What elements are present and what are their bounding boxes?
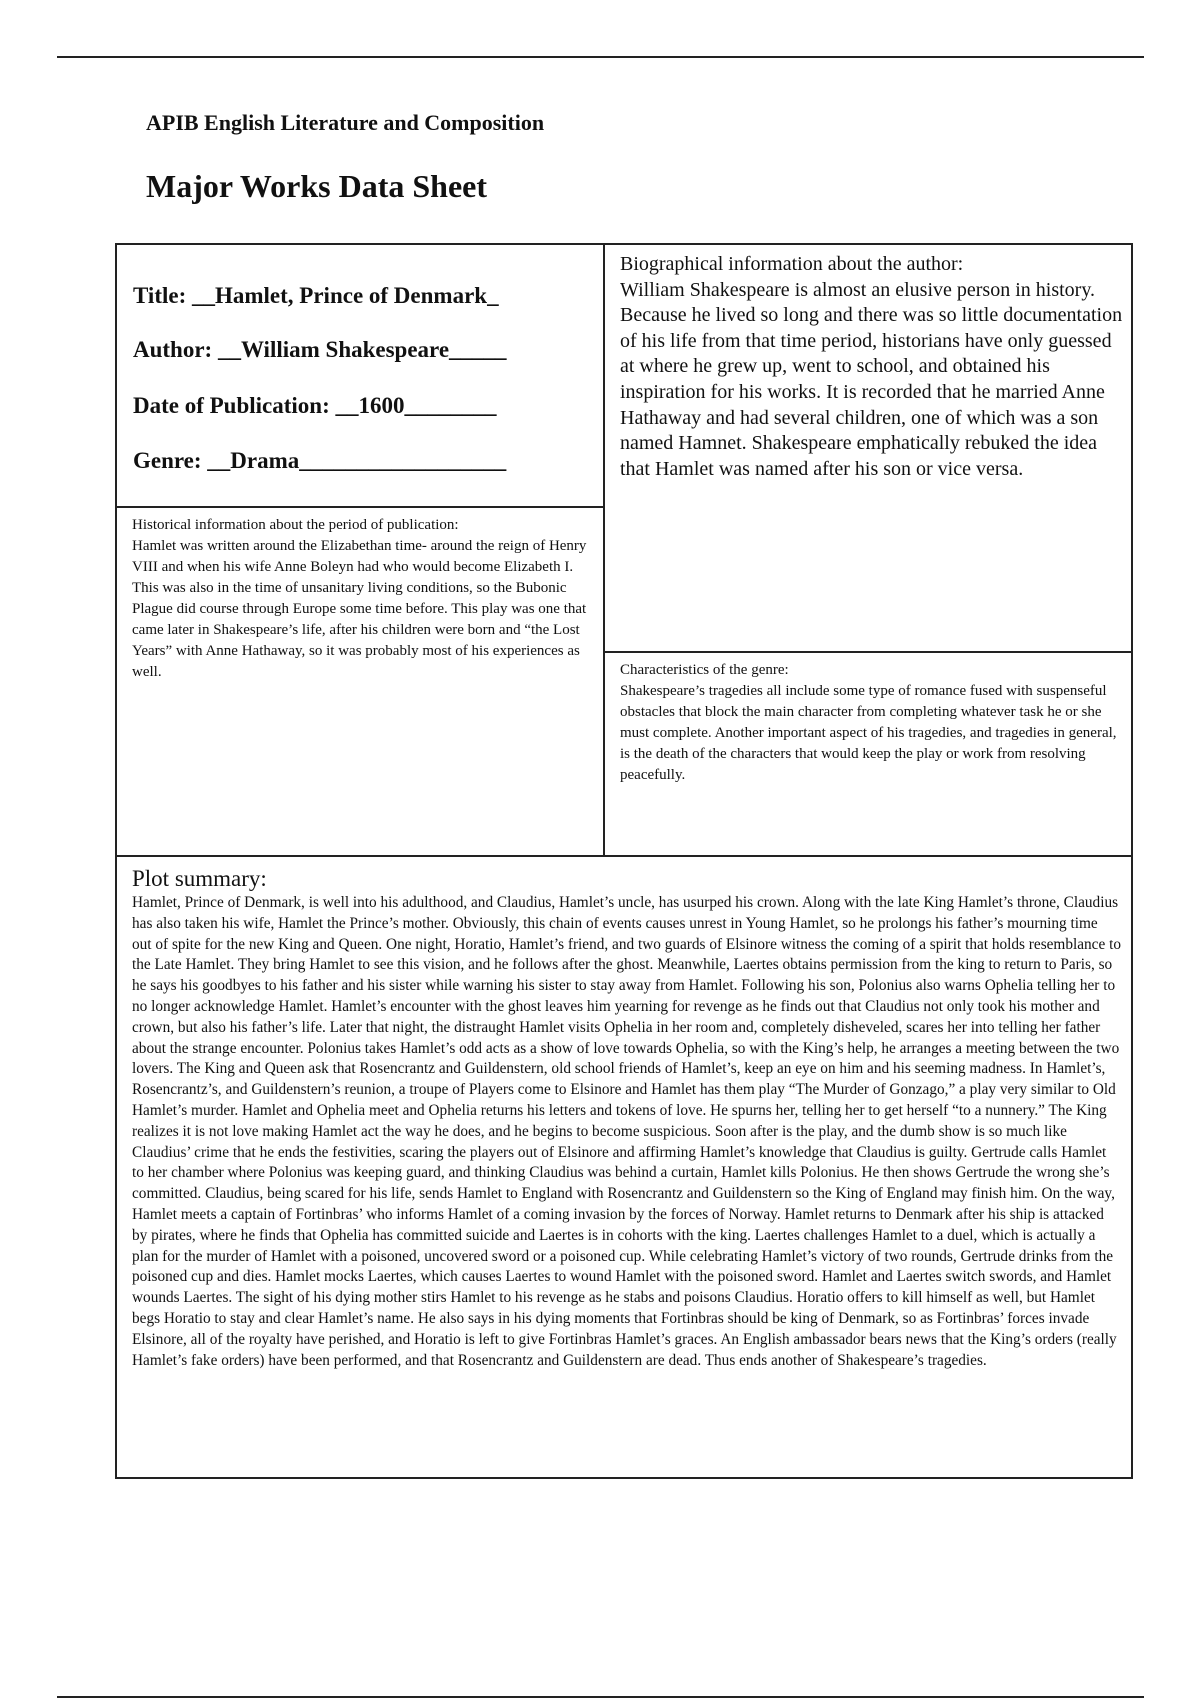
historical-text: Hamlet was written around the Elizabethan time- around the reign of Henry VIII and when his wife Anne Boleyn had who would become Elizabeth I. This was also in the time of unsanitary living conditions, so the Bubonic Plague did course through Europe some time before. This play was one that came later in Shakespeare’s life, after his children were born and “the Lost Years” with Anne Hathaway, so it was probably most of his experiences as well. [132,538,587,680]
author-field: Author: __William Shakespeare_____ [133,337,507,362]
biography-heading: Biographical information about the author: [620,253,964,275]
title-field: Title: __Hamlet, Prince of Denmark_ [133,283,499,308]
biography-cell [605,245,1133,651]
data-sheet-table [115,243,1133,1479]
page-title: Major Works Data Sheet [146,168,488,204]
top-rule [57,56,1144,58]
historical-cell [117,508,603,855]
genre-field: Genre: __Drama__________________ [133,448,507,473]
plot-summary-cell [117,857,1133,1479]
basic-info-cell [117,245,603,506]
date-field: Date of Publication: __1600________ [133,393,497,418]
historical-heading: Historical information about the period of publication: [132,517,459,533]
genre-characteristics-text: Shakespeare’s tragedies all include some type of romance fused with suspenseful obstacles that block the main character from completing whatever task he or she must complete. Another important aspect of his tragedies, and tragedies in general, is the death of the characters that would keep the play or work from resolving peacefully. [620,683,1117,783]
plot-summary-text: Hamlet, Prince of Denmark, is well into his adulthood, and Claudius, Hamlet’s uncle, has usurped his crown. Along with the late King Hamlet’s throne, Claudius has also taken his wife, Hamlet the Prince’s mother. Obviously, this chain of events causes unrest in Young Hamlet, so he prolongs his father’s mourning time out of spite for the new King and Queen. One night, Horatio, Hamlet’s friend, and two guards of Elsinore witness the coming of a spirit that holds resemblance to the Late Hamlet. They bring Hamlet to see this vision, and he follows after the ghost. Meanwhile, Laertes obtains permission from the king to return to Paris, so he says his goodbyes to his father and his sister while warning his sister to stay away from Hamlet. Following his son, Polonius also warns Ophelia telling her to no longer acknowledge Hamlet. Hamlet’s encounter with the ghost leaves him yearning for revenge as he finds out that Claudius not only took his mother and crown, but also his father’s life. Later that night, the distraught Hamlet visits Ophelia in her room and, completely disheveled, scares her into telling her father about the strange encounter. Polonius takes Hamlet’s odd acts as a show of love towards Ophelia, so with the King’s help, he arranges a meeting between the two lovers. The King and Queen ask that Rosencrantz and Guildenstern, old school friends of Hamlet’s, keep an eye on him and his seeming madness. In Hamlet’s, Rosencrantz’s, and Guildenstern’s reunion, a troupe of Players come to Elsinore and Hamlet has them play “The Murder of Gonzago,” a play very similar to Old Hamlet’s murder. Hamlet and Ophelia meet and Ophelia returns his letters and tokens of love. He spurns her, telling her to get herself “to a nunnery.” The King realizes it is not love making Hamlet act the way he does, and he begins to become suspicious. Soon after is the play, and the dumb show is so much like Claudius’ crime that he ends the festivities, scaring the players out of Elsinore and affirming Hamlet’s knowledge that Claudius is guilty. Gertrude calls Hamlet to her chamber where Polonius was keeping guard, and thinking Claudius was behind a curtain, Hamlet kills Polonius. He then shows Gertrude the wrong she’s committed. Claudius, being scared for his life, sends Hamlet to England with Rosencrantz and Guildenstern so the King of England may finish him. On the way, Hamlet meets a captain of Fortinbras’ who informs Hamlet of a coming invasion by the forces of Norway. Hamlet returns to Denmark after his ship is attacked by pirates, where he finds that Ophelia has committed suicide and Laertes is in cohorts with the king. Laertes challenges Hamlet to a duel, which is actually a plan for the murder of Hamlet with a poisoned, uncovered sword or a poisoned cup. While celebrating Hamlet’s victory of two rounds, Gertrude drinks from the poisoned cup and dies. Hamlet mocks Laertes, which causes Laertes to wound Hamlet with the poisoned sword. Hamlet and Laertes switch swords, and Hamlet wounds Laertes. The sight of his dying mother stirs Hamlet to his revenge as he stabs and poisons Claudius. Horatio offers to kill himself as well, but Hamlet begs Horatio to stay and clear Hamlet’s name. He also says in his dying moments that Fortinbras should be king of Denmark, so as Fortinbras’ forces invade Elsinore, all of the royalty have perished, and Horatio is left to give Fortinbras Hamlet’s graces. An English ambassador bears news that the King’s orders (really Hamlet’s fake orders) have been performed, and that Rosencrantz and Guildenstern are dead. Thus ends another of Shakespeare’s tragedies. [132,894,1121,1369]
genre-characteristics-cell [605,653,1133,855]
genre-characteristics-heading: Characteristics of the genre: [620,662,789,678]
course-name: APIB English Literature and Composition [146,110,545,135]
plot-summary-heading: Plot summary: [132,866,267,891]
bottom-rule [57,1696,1144,1698]
biography-text: William Shakespeare is almost an elusive person in history. Because he lived so long and there was so little documentation of his life from that time period, historians have only guessed at where he grew up, went to school, and obtained his inspiration for his works. It is recorded that he married Anne Hathaway and had several children, one of which was a son named Hamnet. Shakespeare emphatically rebuked the idea that Hamlet was named after his son or vice versa. [620,278,1123,480]
